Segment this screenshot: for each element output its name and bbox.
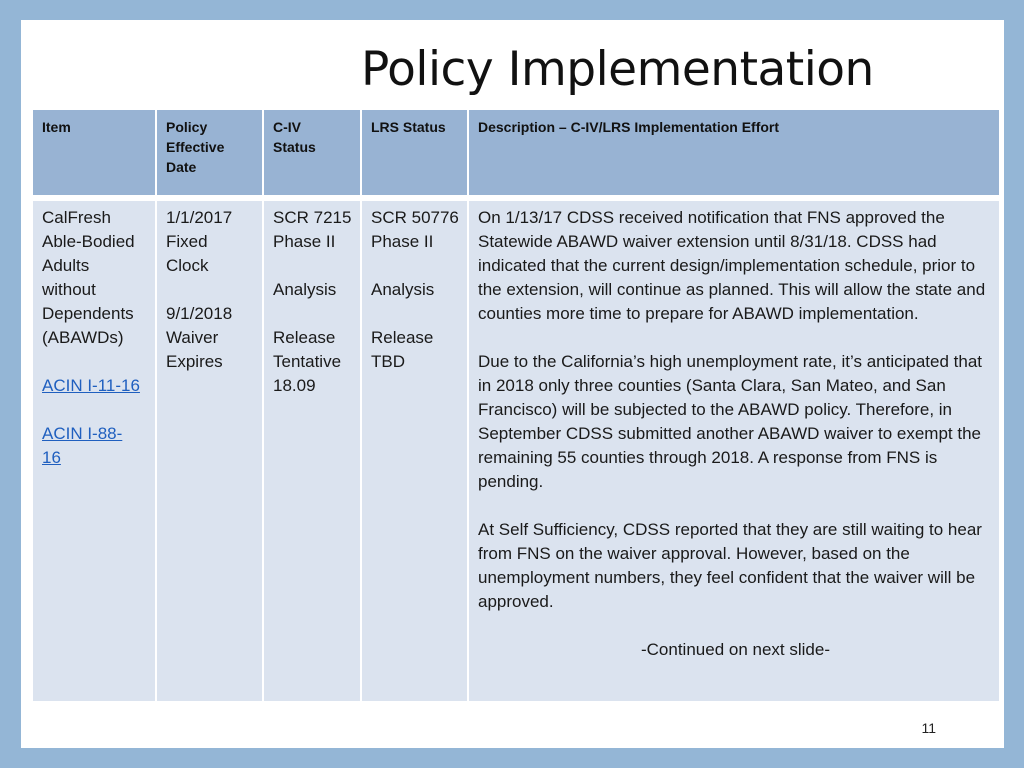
cell-policy-date: 1/1/2017 Fixed Clock 9/1/2018 Waiver Expires (157, 198, 264, 701)
header-lrs-status: LRS Status (362, 110, 469, 198)
continued-note: -Continued on next slide- (640, 640, 830, 659)
cell-description (469, 198, 999, 701)
acin-i-88-16-link[interactable]: ACIN I-88- 16 (42, 424, 123, 467)
slide (21, 20, 1004, 748)
header-policy-effective-date: Policy Effective Date (157, 110, 264, 198)
acin-i-11-16-link[interactable]: ACIN I-11-16 (42, 376, 140, 395)
slide-title: Policy Implementation (361, 42, 874, 97)
description-paragraph: On 1/13/17 CDSS received notification that FNS approved the Statewide ABAWD waiver extension until 8/31/18. CDSS had indicated that the current design/implementation schedule, prior to the extension, will continue as planned. This will allow the state and counties more time to prepare for ABAWD implementation. (478, 208, 986, 323)
table-row (33, 198, 999, 701)
header-row (33, 110, 999, 198)
description-paragraph: At Self Sufficiency, CDSS reported that they are still waiting to hear from FNS on the waiver approval. However, based on the unemployment numbers, they feel confident that the waiver will be approved. (478, 520, 982, 611)
page-number: 11 (921, 720, 936, 736)
policy-table (33, 110, 999, 701)
description-paragraph: Due to the California’s high unemployment rate, it’s anticipated that in 2018 only three counties (Santa Clara, San Mateo, and San Francisco) will be subjected to the ABAWD policy. Therefore, in September CDSS submitted another ABAWD waiver to exempt the remaining 55 counties through 2018. A response from FNS is pending. (478, 352, 982, 491)
cell-lrs-status: SCR 50776 Phase II Analysis Release TBD (362, 198, 469, 701)
header-civ-status: C-IV Status (264, 110, 362, 198)
header-description: Description – C-IV/LRS Implementation Effort (469, 110, 999, 198)
header-item: Item (33, 110, 157, 198)
cell-item: CalFresh Able-Bodied Adults without Dependents (ABAWDs) ACIN I-11-16 ACIN I-88- 16 (33, 198, 157, 701)
cell-civ-status: SCR 7215 Phase II Analysis Release Tentative 18.09 (264, 198, 362, 701)
